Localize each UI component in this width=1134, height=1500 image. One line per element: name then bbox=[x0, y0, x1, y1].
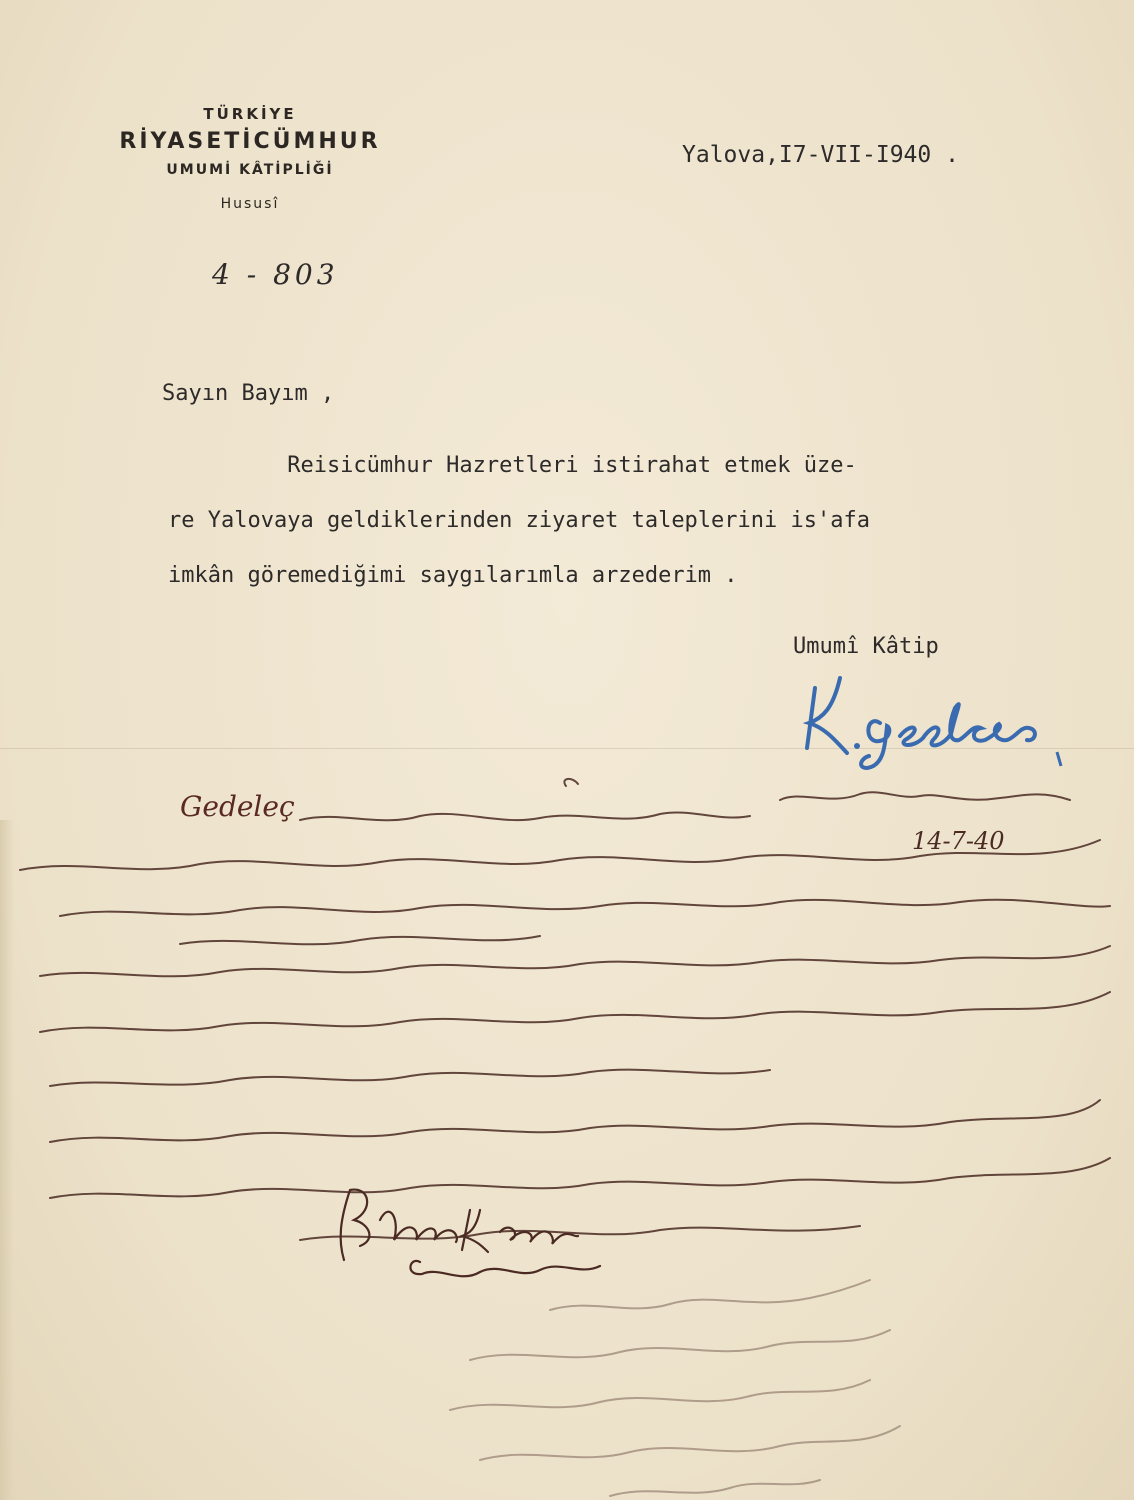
signature-icon bbox=[795, 668, 1095, 778]
letterhead-private-mark: Hususî bbox=[220, 196, 280, 212]
letterhead-department: UMUMİ KÂTİPLİĞİ bbox=[166, 162, 334, 178]
letterhead bbox=[100, 105, 400, 212]
body-line: imkân göremediğimi saygılarımla arzederim . bbox=[168, 563, 738, 588]
place-date: Yalova,I7-VII-I940 . bbox=[682, 142, 959, 168]
reference-number: 4 - 803 bbox=[212, 258, 339, 291]
letterhead-office: RİYASETİCÜMHUR bbox=[119, 129, 381, 154]
letter-body bbox=[168, 438, 1118, 603]
letterhead-country: TÜRKİYE bbox=[203, 105, 297, 123]
salutation: Sayın Bayım , bbox=[162, 381, 335, 406]
handwritten-recipient-name: Gedeleç bbox=[180, 790, 295, 823]
handwritten-date: 14-7-40 bbox=[912, 827, 1005, 855]
body-line: re Yalovaya geldiklerinden ziyaret taleplerini is'afa bbox=[168, 508, 870, 533]
closing-title: Umumî Kâtip bbox=[793, 634, 939, 659]
body-line: Reisicümhur Hazretleri istirahat etmek üze- bbox=[168, 453, 857, 478]
pencil-notes-icon bbox=[430, 1270, 930, 1500]
ottoman-script-icon bbox=[0, 770, 1134, 1250]
